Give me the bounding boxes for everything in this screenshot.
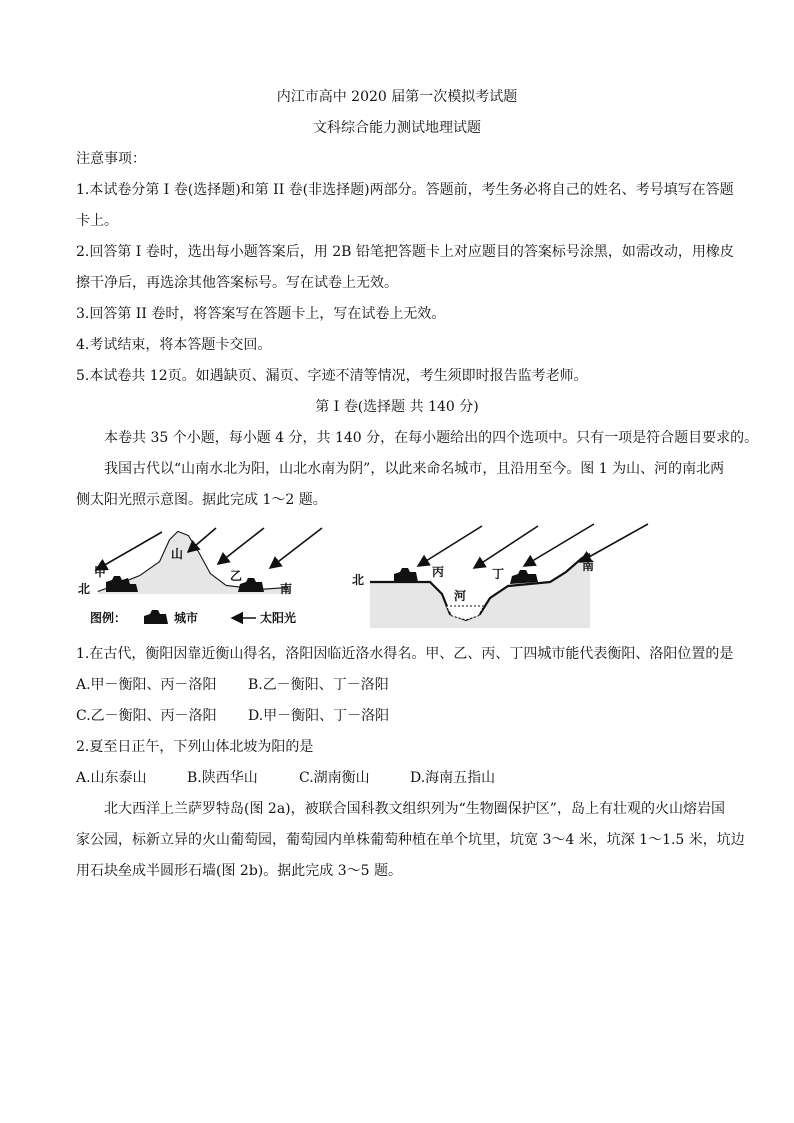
- sun-ray: [418, 526, 482, 566]
- sun-ray: [188, 528, 216, 552]
- valley-fill: [370, 554, 590, 628]
- notice-item: 擦干净后，再选涂其他答案标号。写在试卷上无效。: [76, 275, 398, 291]
- exam-title: 内江市高中 2020 届第一次模拟考试题: [276, 89, 518, 105]
- notice-item: 1.本试卷分第 I 卷(选择题)和第 II 卷(非选择题)两部分。答题前，考生务必将自己的姓名、考号填写在答题: [76, 182, 734, 198]
- figure-1-diagram: [70, 518, 720, 636]
- legend-city-icon: [144, 610, 168, 624]
- label-city-ding: 丁: [492, 567, 505, 581]
- notice-heading: 注意事项：: [76, 151, 146, 167]
- q1-option-d: D.甲－衡阳、丁－洛阳: [248, 708, 390, 724]
- label-south: 南: [582, 559, 595, 573]
- label-city-jia: 甲: [94, 565, 107, 579]
- sun-ray: [270, 528, 322, 568]
- notice-item: 3.回答第 II 卷时，将答案写在答题卡上，写在试卷上无效。: [76, 306, 446, 322]
- label-north: 北: [78, 582, 91, 596]
- legend-sun-text: 太阳光: [260, 611, 297, 625]
- legend-label: 图例：: [90, 611, 127, 625]
- passage-line: 我国古代以“山南水北为阳，山北水南为阴”，以此来命名城市，且沿用至今。图 1 为山、河的南北两: [104, 461, 725, 477]
- passage-line: 家公园，标新立异的火山葡萄园，葡萄园内单株葡萄种植在单个坑里，坑宽 3～4 米，坑深 1～1.5 米，坑边: [76, 832, 745, 848]
- passage-line: 北大西洋上兰萨罗特岛(图 2a)，被联合国科教文组织列为“生物圈保护区”，岛上有壮观的火山熔岩国: [104, 801, 725, 817]
- section-intro: 本卷共 35 个小题，每小题 4 分，共 140 分，在每小题给出的四个选项中。只有一项是符合题目要求的。: [104, 430, 759, 446]
- notice-item: 2.回答第 I 卷时，选出每小题答案后，用 2B 铅笔把答题卡上对应题目的答案标号涂黑，如需改动，用橡皮: [76, 244, 734, 260]
- exam-subtitle: 文科综合能力测试地理试题: [313, 120, 481, 136]
- q1-option-b: B.乙－衡阳、丁－洛阳: [248, 677, 389, 693]
- passage-line: 用石块垒成半圆形石墙(图 2b)。据此完成 3～5 题。: [76, 863, 402, 879]
- label-mountain: 山: [171, 547, 184, 561]
- mountain-panel: [78, 528, 322, 596]
- city-icon: [510, 570, 538, 584]
- city-icon: [394, 568, 418, 582]
- q1-option-c: C.乙－衡阳、丙－洛阳: [76, 708, 217, 724]
- legend-city-text: 城市: [174, 611, 199, 625]
- label-river: 河: [454, 589, 467, 603]
- notice-item: 4.考试结束，将本答题卡交回。: [76, 337, 272, 353]
- question-1-stem: 1.在古代，衡阳因靠近衡山得名，洛阳因临近洛水得名。甲、乙、丙、丁四城市能代表衡阳、洛阳位置的是: [76, 646, 734, 662]
- q2-option-d: D.海南五指山: [410, 770, 496, 786]
- notice-item: 卡上。: [76, 213, 118, 229]
- q1-option-a: A.甲－衡阳、丙－洛阳: [76, 677, 217, 693]
- question-2-stem: 2.夏至日正午，下列山体北坡为阳的是: [76, 739, 314, 755]
- label-city-bing: 丙: [432, 565, 445, 579]
- figure-legend: [90, 610, 296, 625]
- river-panel: [352, 524, 648, 628]
- q2-option-a: A.山东泰山: [76, 770, 147, 786]
- notice-item: 5.本试卷共 12页。如遇缺页、漏页、字迹不清等情况，考生须即时报告监考老师。: [76, 368, 588, 384]
- sun-ray: [218, 528, 264, 564]
- passage-line: 侧太阳光照示意图。据此完成 1～2 题。: [76, 492, 327, 508]
- q2-option-b: B.陕西华山: [187, 770, 258, 786]
- sun-ray: [474, 526, 538, 568]
- section-heading: 第 I 卷(选择题 共 140 分): [315, 399, 479, 415]
- label-city-yi: 乙: [230, 569, 243, 583]
- q2-option-c: C.湖南衡山: [299, 770, 370, 786]
- sun-ray: [580, 524, 648, 562]
- label-south: 南: [280, 582, 293, 596]
- label-north: 北: [352, 573, 365, 587]
